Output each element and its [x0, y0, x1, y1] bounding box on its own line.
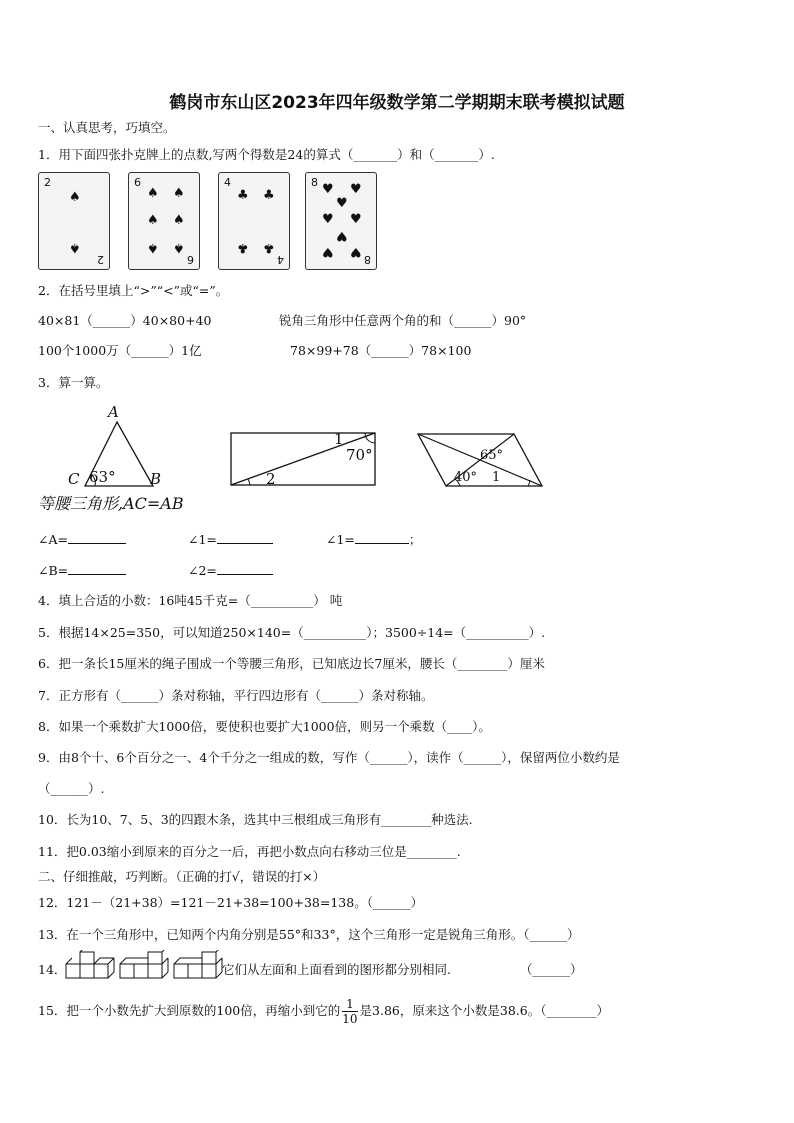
- club-icon: ♣: [237, 240, 249, 255]
- answer-angle-1-para: [326, 532, 421, 548]
- angle-65-value: 65°: [480, 448, 504, 463]
- question-14-blank: （______）: [520, 962, 583, 977]
- spade-icon: ♠: [173, 240, 185, 255]
- question-2: 2．在括号里填上“>”“<”或“=”。: [38, 283, 229, 298]
- cube-figure-2: [120, 950, 168, 978]
- heart-icon: ♥: [322, 212, 334, 227]
- vertex-a-label: A: [108, 403, 119, 421]
- card-rank: 6: [134, 176, 141, 189]
- section-2-heading: 二、仔细推敲，巧判断。（正确的打√，错误的打×）: [38, 869, 326, 884]
- section-1-heading: 一、认真思考，巧填空。: [38, 120, 176, 135]
- question-2c: 100个1000万（______）1亿: [38, 343, 202, 358]
- card-2-spades: [38, 172, 110, 270]
- question-9b: （______）.: [38, 781, 105, 796]
- cube-figure-1: [66, 950, 114, 978]
- page-title: 鹤岗市东山区2023年四年级数学第二学期期末联考模拟试题: [169, 93, 625, 113]
- card-rank: 4: [224, 176, 231, 189]
- card-6-spades: [128, 172, 200, 270]
- card-rank-inverted: 8: [364, 253, 371, 266]
- spade-icon: ♠: [147, 213, 159, 228]
- question-13: 13．在一个三角形中，已知两个内角分别是55°和33°，这个三角形一定是锐角三角形。（______）: [38, 927, 580, 942]
- spade-icon: ♠: [147, 240, 159, 255]
- card-rank-inverted: 6: [187, 253, 194, 266]
- answer-label: ∠2=: [188, 563, 217, 578]
- answer-label: ∠1=: [326, 532, 355, 547]
- question-10: 10．长为10、7、5、3的四跟木条，选其中三根组成三角形有________种选法.: [38, 812, 473, 827]
- card-rank-inverted: 2: [97, 253, 104, 266]
- answer-blank[interactable]: [217, 543, 273, 544]
- question-14-text: 它们从左面和上面看到的图形都分别相同.: [222, 962, 451, 977]
- question-2b: 锐角三角形中任意两个角的和（______）90°: [279, 313, 527, 328]
- question-7: 7．正方形有（______）条对称轴，平行四边形有（______）条对称轴。: [38, 688, 434, 703]
- question-4: 4．填上合适的小数：16吨45千克=（__________） 吨: [38, 593, 343, 608]
- cube-figures: [64, 950, 224, 986]
- question-5: 5．根据14×25=350，可以知道250×140=（__________）；3500÷14=（__________）.: [38, 625, 546, 640]
- club-icon: ♣: [237, 188, 249, 203]
- answer-angle-1-rect: [188, 532, 273, 548]
- question-2d: 78×99+78（______）78×100: [290, 343, 472, 358]
- answer-blank[interactable]: [68, 574, 126, 575]
- answer-blank[interactable]: [217, 574, 273, 575]
- club-icon: ♣: [263, 188, 275, 203]
- card-rank-inverted: 4: [277, 253, 284, 266]
- card-4-clubs: [218, 172, 290, 270]
- answer-angle-a: [38, 532, 126, 548]
- angle-1-label: 1: [334, 430, 344, 448]
- angle-2-arc: [248, 479, 250, 485]
- heart-icon: ♥: [350, 244, 362, 259]
- angle-1-label: 1: [492, 470, 501, 485]
- heart-icon: ♥: [350, 182, 362, 197]
- question-2a: 40×81（______）40×80+40: [38, 313, 212, 328]
- question-14-number: 14．: [38, 962, 67, 977]
- spade-icon: ♠: [69, 190, 81, 205]
- answer-angle-b: [38, 563, 126, 579]
- card-8-hearts: [305, 172, 377, 270]
- answer-label: ∠A=: [38, 532, 68, 547]
- fraction-denominator: 10: [342, 1012, 358, 1026]
- angle-70-value: 70°: [346, 446, 373, 464]
- answer-blank[interactable]: [68, 543, 126, 544]
- heart-icon: ♥: [336, 196, 348, 211]
- spade-icon: ♠: [147, 186, 159, 201]
- heart-icon: ♥: [322, 182, 334, 197]
- fraction-one-tenth: [342, 997, 357, 1026]
- question-15-text-b: 是3.86，原来这个小数是38.6。（________）: [359, 1003, 609, 1018]
- spade-icon: ♠: [69, 240, 81, 255]
- answer-end: ；: [408, 532, 422, 547]
- question-12: 12．121－（21+38）=121－21+38=100+38=138。（______）: [38, 895, 423, 910]
- answer-label: ∠B=: [38, 563, 69, 578]
- question-11: 11．把0.03缩小到原来的百分之一后，再把小数点向右移动三位是________.: [38, 844, 461, 859]
- spade-icon: ♠: [173, 213, 185, 228]
- question-15: [38, 994, 609, 1028]
- heart-icon: ♥: [336, 228, 348, 243]
- angle-2-label: 2: [266, 470, 276, 488]
- fraction-numerator: 1: [342, 997, 357, 1012]
- vertex-b-label: B: [150, 470, 162, 488]
- question-1: 1．用下面四张扑克牌上的点数,写两个得数是24的算式（_______）和（_______）.: [38, 147, 495, 162]
- club-icon: ♣: [263, 240, 275, 255]
- question-3: 3．算一算。: [38, 375, 109, 390]
- card-rank: 2: [44, 176, 51, 189]
- card-rank: 8: [311, 176, 318, 189]
- question-8: 8．如果一个乘数扩大1000倍，要使积也要扩大1000倍，则另一个乘数（____）。: [38, 719, 491, 734]
- angle-c-value: 63°: [89, 468, 116, 486]
- cube-figure-3: [174, 950, 222, 978]
- vertex-c-label: C: [68, 470, 80, 488]
- question-15-text-a: 15．把一个小数先扩大到原数的100倍，再缩小到它的: [38, 1003, 341, 1018]
- question-9a: 9．由8个十、6个百分之一、4个千分之一组成的数，写作（______），读作（______），保留两位小数约是: [38, 750, 620, 765]
- angle-40-value: 40°: [454, 470, 478, 485]
- triangle-caption: 等腰三角形,AC=AB: [38, 494, 184, 513]
- heart-icon: ♥: [350, 212, 362, 227]
- answer-blank[interactable]: [355, 543, 409, 544]
- heart-icon: ♥: [322, 244, 334, 259]
- answer-label: ∠1=: [188, 532, 217, 547]
- answer-angle-2-rect: [188, 563, 273, 579]
- question-6: 6．把一条长15厘米的绳子围成一个等腰三角形，已知底边长7厘米，腰长（________）厘米: [38, 656, 545, 671]
- spade-icon: ♠: [173, 186, 185, 201]
